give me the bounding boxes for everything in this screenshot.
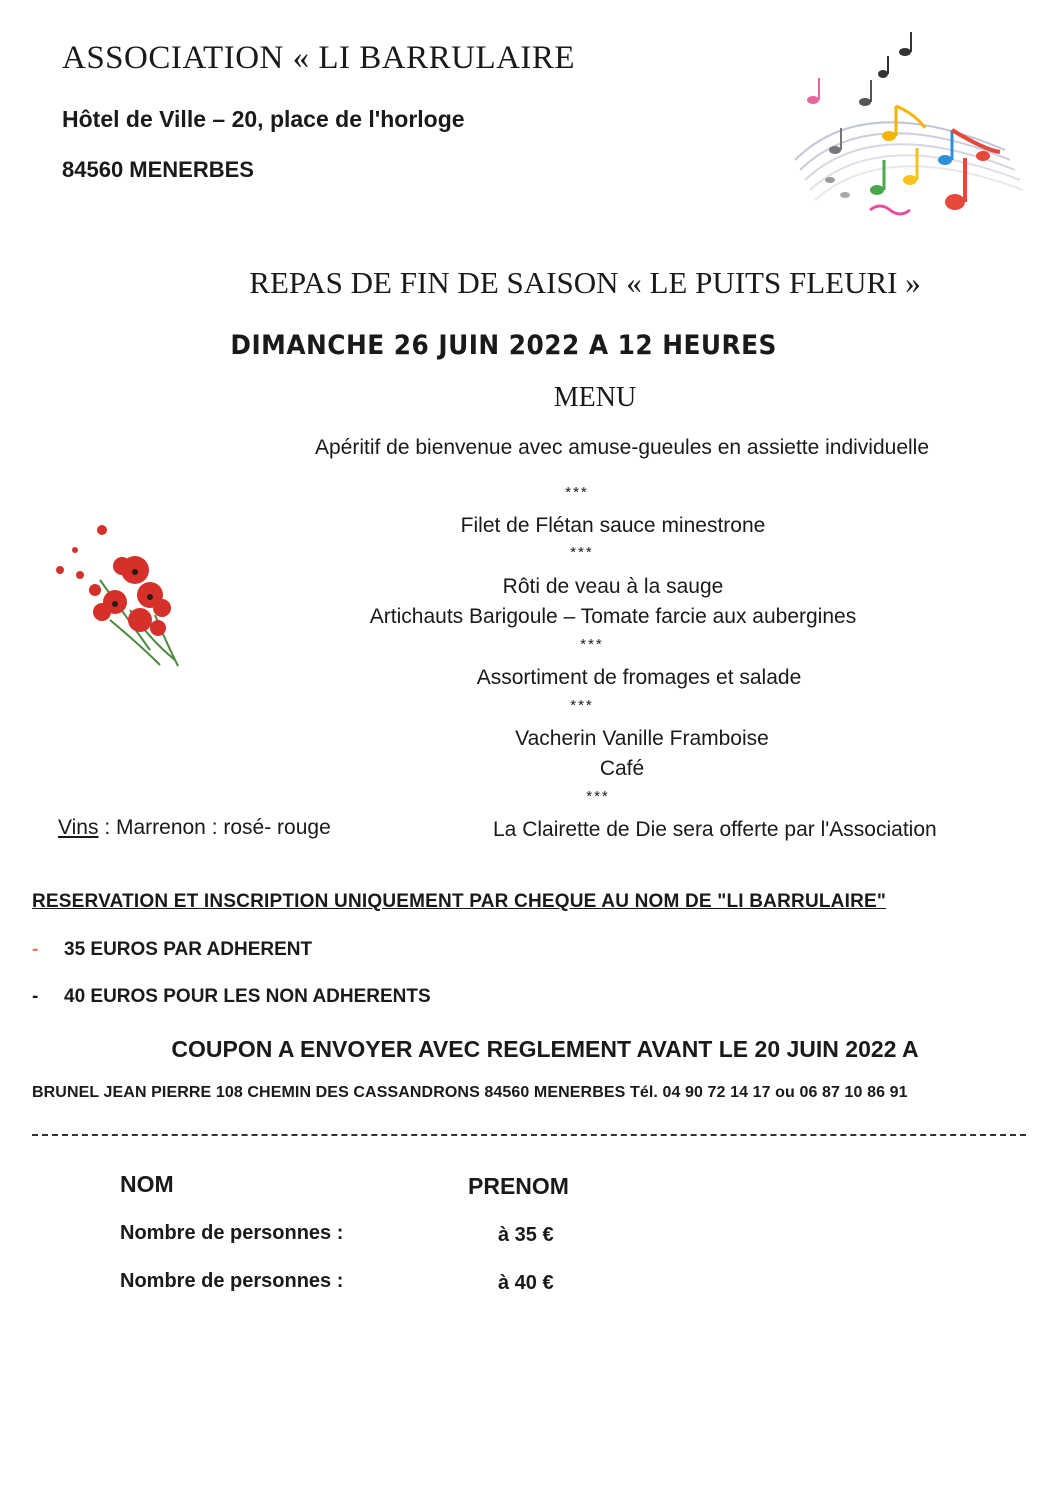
list-bullet: -	[32, 939, 39, 960]
form-prenom-label: PRENOM	[468, 1173, 569, 1199]
menu-cheese: Assortiment de fromages et salade	[476, 666, 802, 689]
event-title: REPAS DE FIN DE SAISON « LE PUITS FLEURI »	[249, 265, 921, 300]
menu-separator: ***	[580, 636, 604, 653]
non-member-price: 40 EUROS POUR LES NON ADHERENTS	[64, 986, 431, 1007]
menu-separator: ***	[570, 697, 594, 714]
cut-line-divider	[32, 1134, 1026, 1136]
non-member-price-row	[32, 986, 431, 1008]
reservation-heading: RESERVATION ET INSCRIPTION UNIQUEMENT PAR CHEQUE AU NOM DE "LI BARRULAIRE"	[32, 891, 887, 912]
wines-list: : Marrenon : rosé- rouge	[98, 816, 331, 839]
form-nom-label: NOM	[120, 1171, 174, 1197]
form-price-35: à 35 €	[498, 1224, 554, 1246]
member-price: 35 EUROS PAR ADHERENT	[64, 939, 313, 960]
menu-coffee: Café	[599, 757, 645, 780]
coupon-title: COUPON A ENVOYER AVEC REGLEMENT AVANT LE 20 JUIN 2022 A	[171, 1036, 919, 1062]
menu-aperitif: Apéritif de bienvenue avec amuse-gueules en assiette individuelle	[314, 436, 930, 459]
event-date: DIMANCHE 26 JUIN 2022 A 12 HEURES	[230, 330, 777, 361]
menu-main-course: Rôti de veau à la sauge	[502, 575, 724, 598]
organization-name: ASSOCIATION « LI BARRULAIRE	[62, 40, 576, 76]
wines-label: Vins	[58, 816, 99, 839]
menu-dessert: Vacherin Vanille Framboise	[515, 727, 769, 750]
menu-separator: ***	[565, 484, 589, 501]
organization-address-line1: Hôtel de Ville – 20, place de l'horloge	[62, 106, 465, 132]
menu-title: MENU	[553, 382, 637, 413]
form-price-40: à 40 €	[498, 1272, 554, 1294]
poppy-flowers-icon	[40, 520, 200, 670]
menu-separator: ***	[586, 788, 610, 805]
list-bullet: -	[32, 986, 39, 1007]
wines-offered: La Clairette de Die sera offerte par l'Association	[493, 818, 937, 841]
menu-starter: Filet de Flétan sauce minestrone	[460, 514, 766, 537]
coupon-address: BRUNEL JEAN PIERRE 108 CHEMIN DES CASSANDRONS 84560 MENERBES Tél. 04 90 72 14 17 ou 06 87 10 86 91	[32, 1084, 908, 1101]
menu-sides: Artichauts Barigoule – Tomate farcie aux aubergines	[369, 605, 857, 628]
member-price-row	[32, 939, 312, 961]
wines-info	[58, 816, 331, 840]
organization-address-line2: 84560 MENERBES	[62, 157, 254, 182]
form-persons-40-label: Nombre de personnes :	[120, 1270, 344, 1292]
menu-separator: ***	[570, 544, 594, 561]
form-persons-35-label: Nombre de personnes :	[120, 1222, 344, 1244]
music-notes-icon	[785, 30, 1025, 230]
